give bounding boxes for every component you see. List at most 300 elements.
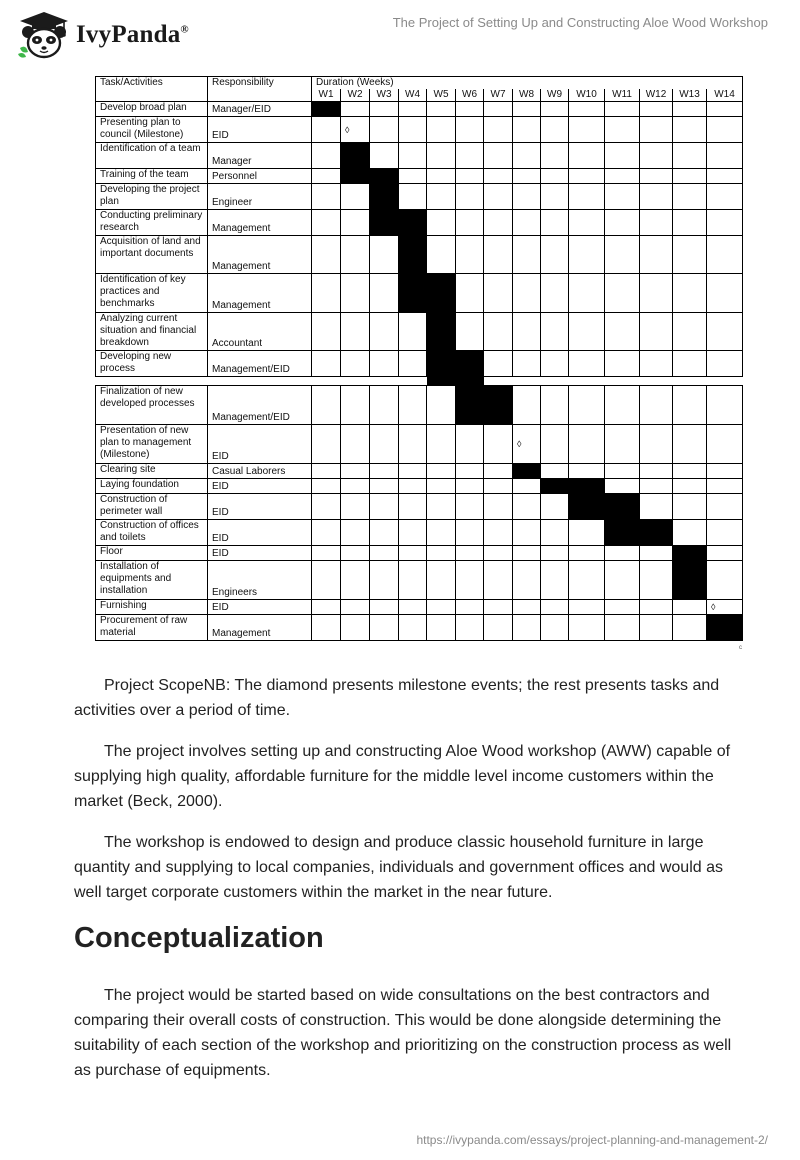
gantt-row [96,169,743,184]
task-cell: Furnishing [96,600,208,615]
gantt-bar-cell [640,520,673,546]
gantt-bar-continuation [427,377,484,386]
source-url[interactable]: https://ivypanda.com/essays/project-planning-and-management-2/ [416,1133,768,1147]
week-cell [569,102,605,117]
week-cell [605,236,640,274]
week-cell [513,494,541,520]
week-cell [541,313,569,351]
week-cell [312,184,341,210]
week-cell [640,169,673,184]
week-cell [707,313,743,351]
week-cell [605,117,640,143]
week-cell [673,210,707,236]
gantt-row [96,210,743,236]
task-cell: Developing new process [96,351,208,377]
week-cell [399,313,427,351]
week-cell [707,479,743,494]
responsibility-cell: Casual Laborers [208,464,312,479]
week-cell [569,274,605,313]
task-cell: Construction of offices and toilets [96,520,208,546]
site-logo[interactable] [16,10,189,60]
week-cell [370,102,399,117]
week-cell [640,464,673,479]
week-cell [312,615,341,641]
task-cell: Procurement of raw material [96,615,208,641]
week-cell [707,184,743,210]
week-cell [513,600,541,615]
responsibility-cell: Manager [208,143,312,169]
week-cell [513,546,541,561]
week-cell [513,117,541,143]
week-cell [605,210,640,236]
task-cell: Clearing site [96,464,208,479]
week-cell [456,210,484,236]
week-cell [673,274,707,313]
week-cell [399,351,427,377]
section-heading [74,922,734,955]
gantt-row [96,615,743,641]
week-cell [456,600,484,615]
week-cell [673,615,707,641]
week-cell [707,169,743,184]
week-cell [456,169,484,184]
week-cell [399,143,427,169]
week-cell [513,520,541,546]
responsibility-cell: EID [208,425,312,464]
gantt-row [96,236,743,274]
week-cell [427,600,456,615]
gantt-row [96,494,743,520]
week-cell [673,236,707,274]
corner-mark: c [739,645,742,651]
gantt-bar-cell [513,464,541,479]
week-cell [640,351,673,377]
week-cell [427,615,456,641]
gantt-header-row [96,77,743,90]
week-cell [456,184,484,210]
paragraph-text: Project ScopeNB: The diamond presents milestone events; the rest presents tasks and activities over a period of time. [74,677,720,719]
week-cell [640,184,673,210]
week-cell [427,143,456,169]
responsibility-cell: EID [208,600,312,615]
week-cell [541,210,569,236]
week-cell [707,546,743,561]
week-cell [341,494,370,520]
week-cell [341,546,370,561]
week-cell [399,184,427,210]
week-cell [427,464,456,479]
gantt-row [96,143,743,169]
gantt-bar-cell [370,169,399,184]
week-cell [605,102,640,117]
responsibility-cell: EID [208,520,312,546]
week-cell [456,494,484,520]
week-cell [484,117,513,143]
gantt-bar-cell [484,386,513,425]
week-cell [513,236,541,274]
week-cell [399,494,427,520]
week-cell [605,184,640,210]
panda-graduate-icon [16,10,72,60]
milestone-diamond-icon: ◊ [517,439,522,449]
gantt-row [96,561,743,600]
week-cell [640,386,673,425]
gantt-bar-cell [456,351,484,377]
week-cell [484,464,513,479]
week-label: W4 [399,89,427,102]
responsibility-cell: Management/EID [208,351,312,377]
week-cell [541,520,569,546]
week-cell [341,274,370,313]
week-cell [673,102,707,117]
paragraph-text: The workshop is endowed to design and produce classic household furniture in large quantity and supplying to local companies, individuals and government offices and would as well target corporate customers within the market in the near future. [74,834,723,901]
week-cell [569,464,605,479]
week-cell [427,102,456,117]
heading-conceptualization: Conceptualization [74,922,324,954]
gantt-bar-cell [427,313,456,351]
week-cell [541,615,569,641]
week-cell [513,561,541,600]
week-cell [370,561,399,600]
week-cell [312,425,341,464]
week-cell [341,615,370,641]
week-cell [707,386,743,425]
week-cell [427,425,456,464]
week-cell [312,143,341,169]
week-cell [370,479,399,494]
week-cell [513,274,541,313]
gantt-bar-cell [569,494,605,520]
gantt-bar-cell [605,494,640,520]
brand-name: IvyPanda® [76,21,189,48]
week-cell [312,313,341,351]
week-cell [341,102,370,117]
week-cell [399,561,427,600]
week-cell [370,351,399,377]
gap-spacer [484,377,743,386]
week-cell [456,274,484,313]
milestone-diamond-icon: ◊ [711,602,716,612]
week-cell [541,425,569,464]
task-cell: Developing the project plan [96,184,208,210]
week-cell [370,494,399,520]
week-cell [484,351,513,377]
milestone-cell [707,600,743,615]
task-cell: Presenting plan to council (Milestone) [96,117,208,143]
week-cell [484,615,513,641]
gantt-bar-cell [605,520,640,546]
week-cell [640,102,673,117]
week-cell [312,236,341,274]
week-cell [541,236,569,274]
week-label: W6 [456,89,484,102]
week-cell [569,546,605,561]
week-label: W7 [484,89,513,102]
week-cell [312,479,341,494]
responsibility-cell: EID [208,546,312,561]
week-cell [605,615,640,641]
week-cell [370,615,399,641]
week-label: W9 [541,89,569,102]
responsibility-cell: Engineer [208,184,312,210]
week-cell [513,351,541,377]
week-cell [427,546,456,561]
gantt-row [96,274,743,313]
week-cell [456,117,484,143]
week-cell [484,184,513,210]
week-cell [399,600,427,615]
week-cell [484,102,513,117]
week-label: W1 [312,89,341,102]
week-cell [456,425,484,464]
week-cell [370,236,399,274]
week-cell [456,102,484,117]
gantt-bar-cell [370,210,399,236]
week-cell [673,143,707,169]
gantt-row [96,520,743,546]
week-cell [399,479,427,494]
week-cell [605,351,640,377]
milestone-diamond-icon: ◊ [345,124,350,135]
week-cell [640,143,673,169]
week-cell [456,561,484,600]
gantt-row [96,479,743,494]
week-cell [707,520,743,546]
week-cell [399,425,427,464]
header-task: Task/Activities [96,77,208,102]
week-cell [484,546,513,561]
week-cell [370,117,399,143]
week-label: W5 [427,89,456,102]
week-cell [513,210,541,236]
week-cell [673,169,707,184]
task-cell: Acquisition of land and important documents [96,236,208,274]
week-cell [427,520,456,546]
week-cell [370,386,399,425]
task-cell: Finalization of new developed processes [96,386,208,425]
week-cell [605,561,640,600]
task-cell: Laying foundation [96,479,208,494]
week-cell [569,169,605,184]
week-cell [484,479,513,494]
paragraph-text: The project would be started based on wide consultations on the best contractors and comparing their overall costs of construction. This would be done alongside determining the suitability of each section of the workshop and prioritizing on the construction process as well as purchase of equipments. [74,987,732,1079]
week-cell [370,313,399,351]
week-cell [541,600,569,615]
gantt-bar-cell [569,479,605,494]
week-cell [541,546,569,561]
paragraph-conceptualization [74,983,734,1083]
gantt-row [96,313,743,351]
week-cell [541,386,569,425]
responsibility-cell: Management [208,615,312,641]
week-cell [341,425,370,464]
week-cell [673,313,707,351]
week-cell [569,615,605,641]
week-cell [673,600,707,615]
week-label: W11 [605,89,640,102]
week-cell [427,210,456,236]
week-cell [312,520,341,546]
task-cell: Installation of equipments and installation [96,561,208,600]
responsibility-cell: EID [208,479,312,494]
week-cell [399,169,427,184]
week-cell [569,117,605,143]
week-cell [456,236,484,274]
gantt-bar-cell [673,561,707,600]
week-cell [673,494,707,520]
week-cell [569,236,605,274]
gantt-bar-cell [399,236,427,274]
responsibility-cell: Engineers [208,561,312,600]
gantt-bar-cell [370,184,399,210]
week-cell [427,169,456,184]
week-cell [605,600,640,615]
week-cell [341,386,370,425]
responsibility-cell: Management [208,210,312,236]
week-cell [312,464,341,479]
week-cell [707,143,743,169]
week-cell [427,236,456,274]
week-cell [484,143,513,169]
week-cell [484,494,513,520]
week-cell [484,520,513,546]
week-cell [312,169,341,184]
week-cell [341,561,370,600]
week-cell [569,184,605,210]
week-cell [370,464,399,479]
week-cell [484,561,513,600]
task-cell: Floor [96,546,208,561]
gantt-bar-cell [427,351,456,377]
week-cell [541,117,569,143]
week-cell [456,464,484,479]
week-cell [399,464,427,479]
week-cell [427,184,456,210]
page-title: The Project of Setting Up and Constructing Aloe Wood Workshop [392,15,768,30]
week-cell [370,600,399,615]
task-cell: Presentation of new plan to management (Milestone) [96,425,208,464]
milestone-cell [513,425,541,464]
week-cell [370,546,399,561]
week-cell [341,184,370,210]
week-cell [341,210,370,236]
week-cell [370,425,399,464]
week-cell [640,546,673,561]
week-cell [541,561,569,600]
week-cell [484,274,513,313]
week-cell [341,313,370,351]
week-cell [513,313,541,351]
week-label: W3 [370,89,399,102]
gantt-row [96,102,743,117]
gantt-row [96,600,743,615]
week-cell [513,169,541,184]
week-cell [673,386,707,425]
week-cell [427,117,456,143]
responsibility-cell: Accountant [208,313,312,351]
responsibility-cell: Manager/EID [208,102,312,117]
week-cell [707,274,743,313]
responsibility-cell: EID [208,494,312,520]
week-cell [484,169,513,184]
week-cell [673,184,707,210]
week-cell [341,351,370,377]
week-cell [541,184,569,210]
week-cell [707,102,743,117]
week-cell [569,143,605,169]
week-cell [640,313,673,351]
week-cell [370,520,399,546]
week-cell [312,351,341,377]
week-label: W8 [513,89,541,102]
responsibility-cell: Management/EID [208,386,312,425]
week-cell [673,479,707,494]
task-cell: Conducting preliminary research [96,210,208,236]
responsibility-cell: Management [208,236,312,274]
week-cell [640,600,673,615]
paragraph-text: The project involves setting up and constructing Aloe Wood workshop (AWW) capable of supplying high quality, affordable furniture for the middle level income customers within the market (Beck, 2000). [74,743,731,810]
week-cell [605,464,640,479]
gantt-bar-cell [399,274,427,313]
week-cell [399,102,427,117]
week-cell [341,464,370,479]
week-cell [640,615,673,641]
week-cell [427,494,456,520]
week-cell [456,143,484,169]
week-cell [484,425,513,464]
week-cell [707,561,743,600]
week-cell [513,184,541,210]
week-cell [399,386,427,425]
paragraph-scope [74,673,734,723]
gantt-row [96,386,743,425]
week-cell [673,464,707,479]
week-cell [673,351,707,377]
week-label: W13 [673,89,707,102]
week-cell [707,351,743,377]
week-label: W10 [569,89,605,102]
week-cell [640,117,673,143]
week-cell [707,210,743,236]
week-cell [569,561,605,600]
week-cell [640,561,673,600]
week-cell [312,210,341,236]
week-cell [427,386,456,425]
week-cell [541,494,569,520]
week-cell [707,464,743,479]
week-cell [541,102,569,117]
week-cell [456,313,484,351]
week-cell [640,274,673,313]
registered-mark: ® [180,23,189,36]
week-cell [312,494,341,520]
week-cell [456,520,484,546]
gantt-table [95,76,743,641]
gantt-bar-cell [341,169,370,184]
paragraph-workshop [74,830,734,905]
task-cell: Construction of perimeter wall [96,494,208,520]
gantt-bar-cell [707,615,743,641]
week-cell [370,274,399,313]
week-cell [640,479,673,494]
week-cell [341,520,370,546]
gantt-row [96,425,743,464]
week-cell [341,236,370,274]
week-cell [370,143,399,169]
week-cell [640,494,673,520]
gantt-row [96,546,743,561]
week-cell [673,117,707,143]
